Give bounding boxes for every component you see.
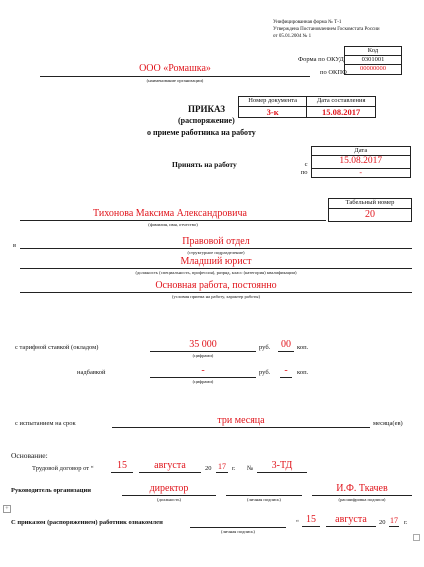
contract-day: 15 [117, 460, 127, 471]
codes-table [344, 46, 402, 75]
salary-digits-caption: (цифрами) [192, 353, 214, 358]
organization-line [40, 76, 310, 77]
position-value: Младший юрист [180, 256, 252, 267]
contract-number-line [257, 472, 307, 473]
conditions-line [20, 292, 412, 293]
tab-number-table [328, 198, 412, 222]
hire-from-value: 15.08.2017 [311, 156, 410, 169]
contract-number-label: № [247, 465, 254, 472]
basis-label: Основание: [11, 451, 48, 460]
contract-year-line [216, 472, 228, 473]
doc-date: 15.08.2017 [307, 107, 376, 118]
head-name: И.Ф. Ткачев [336, 483, 388, 494]
acquainted-label: С приказом (распоряжением) работник ознакомлен [11, 519, 163, 526]
employee-fio: Тихонова Максима Александровича [93, 208, 247, 219]
acquainted-month-line [326, 526, 376, 527]
acquainted-month: августа [335, 514, 367, 525]
contract-year: 17 [218, 462, 226, 471]
contract-day-line [111, 472, 133, 473]
head-name-caption: (расшифровка подписи) [338, 497, 386, 502]
expand-icon[interactable]: + [3, 505, 11, 513]
order-subtitle: (распоряжение) [178, 116, 235, 125]
employee-fio-caption: (фамилия, имя, отчество) [148, 222, 198, 227]
contract-month-line [139, 472, 201, 473]
hire-to-value: - [311, 169, 410, 178]
hire-label: Принять на работу [172, 160, 237, 169]
doc-number: 3-к [239, 107, 307, 118]
doc-date-label: Дата составления [307, 97, 376, 107]
order-title: ПРИКАЗ [188, 104, 226, 114]
head-label: Руководитель организации [11, 487, 91, 494]
acquainted-year-prefix: 20 [379, 519, 386, 526]
salary-rub-value: 35 000 [189, 339, 217, 350]
salary-kop-value: 00 [281, 339, 291, 350]
department-line [20, 248, 412, 249]
hire-date-header: Дата [311, 147, 410, 156]
bonus-rub-value: - [201, 365, 205, 376]
hire-dates-table [283, 146, 411, 178]
okud-label: Форма по ОКУД [298, 56, 344, 63]
conditions-caption: (условия приема на работу, характер работы) [171, 294, 261, 299]
department-prefix: в [13, 242, 17, 249]
bonus-kop-label: коп. [297, 369, 309, 376]
tab-number-value: 20 [329, 209, 412, 222]
contract-year-prefix: 20 [205, 465, 212, 472]
bonus-label: надбавкой [77, 369, 106, 376]
bonus-kop-line [280, 377, 292, 378]
department-value: Правовой отдел [182, 236, 250, 247]
contract-label: Трудовой договор от “ [32, 465, 94, 472]
okud-value: 0301001 [345, 56, 402, 65]
salary-rub-line [150, 351, 256, 352]
acquainted-signature-line [190, 527, 286, 528]
conditions-value: Основная работа, постоянно [155, 280, 277, 291]
acquainted-day-line [302, 526, 320, 527]
contract-month: августа [154, 460, 186, 471]
bonus-kop-value: - [284, 365, 288, 376]
okpo-label: по ОКПО [320, 69, 347, 76]
head-position-caption: (должность) [156, 497, 182, 502]
bonus-rub-label: руб. [259, 369, 271, 376]
codes-title: Код [345, 47, 402, 56]
contract-year-suffix: г. [232, 465, 236, 472]
doc-number-label: Номер документа [239, 97, 307, 107]
salary-label: с тарифной ставкой (окладом) [15, 344, 99, 351]
order-heading: о приеме работника на работу [147, 128, 256, 137]
bonus-rub-line [150, 377, 256, 378]
order-number-table [238, 96, 376, 118]
hire-from-label: с [304, 161, 308, 168]
head-position-line [122, 495, 216, 496]
department-caption: (структурное подразделение) [187, 250, 245, 255]
probation-label: с испытанием на срок [15, 420, 76, 427]
position-line [20, 268, 412, 269]
okpo-value: 00000000 [345, 65, 402, 75]
probation-value: три месяца [217, 415, 265, 426]
organization-caption: (наименование организации) [146, 78, 204, 83]
employee-fio-line [20, 220, 326, 221]
salary-kop-label: коп. [297, 344, 309, 351]
acquainted-year-suffix: г. [404, 519, 408, 526]
head-name-line [312, 495, 412, 496]
form-header-line-1: Унифицированная форма № Т-1 [273, 20, 342, 25]
head-signature-caption: (личная подпись) [247, 497, 281, 502]
bonus-digits-caption: (цифрами) [192, 379, 214, 384]
acquainted-signature-caption: (личная подпись) [221, 529, 255, 534]
acquainted-quote: “ [296, 519, 299, 526]
hire-to-label: по [300, 168, 308, 176]
organization-name: ООО «Ромашка» [139, 63, 211, 74]
acquainted-year: 17 [390, 516, 398, 525]
salary-kop-line [278, 351, 294, 352]
acquainted-day: 15 [306, 514, 316, 525]
resize-handle-icon[interactable] [413, 534, 420, 541]
probation-suffix: месяца(ев) [373, 420, 403, 427]
salary-rub-label: руб. [259, 344, 271, 351]
form-header-line-2: Утверждена Постановлением Госкомстата России [273, 27, 380, 32]
position-caption: (должность (специальность, профессия), разряд, класс (категория) квалификации) [135, 270, 297, 275]
form-header-line-3: от 05.01.2004 № 1 [273, 34, 312, 39]
probation-line [112, 427, 370, 428]
head-position: директор [149, 483, 189, 494]
head-signature-line [226, 495, 302, 496]
contract-number: 3-ТД [271, 460, 293, 471]
acquainted-year-line [389, 526, 399, 527]
tab-number-header: Табельный номер [329, 199, 412, 209]
